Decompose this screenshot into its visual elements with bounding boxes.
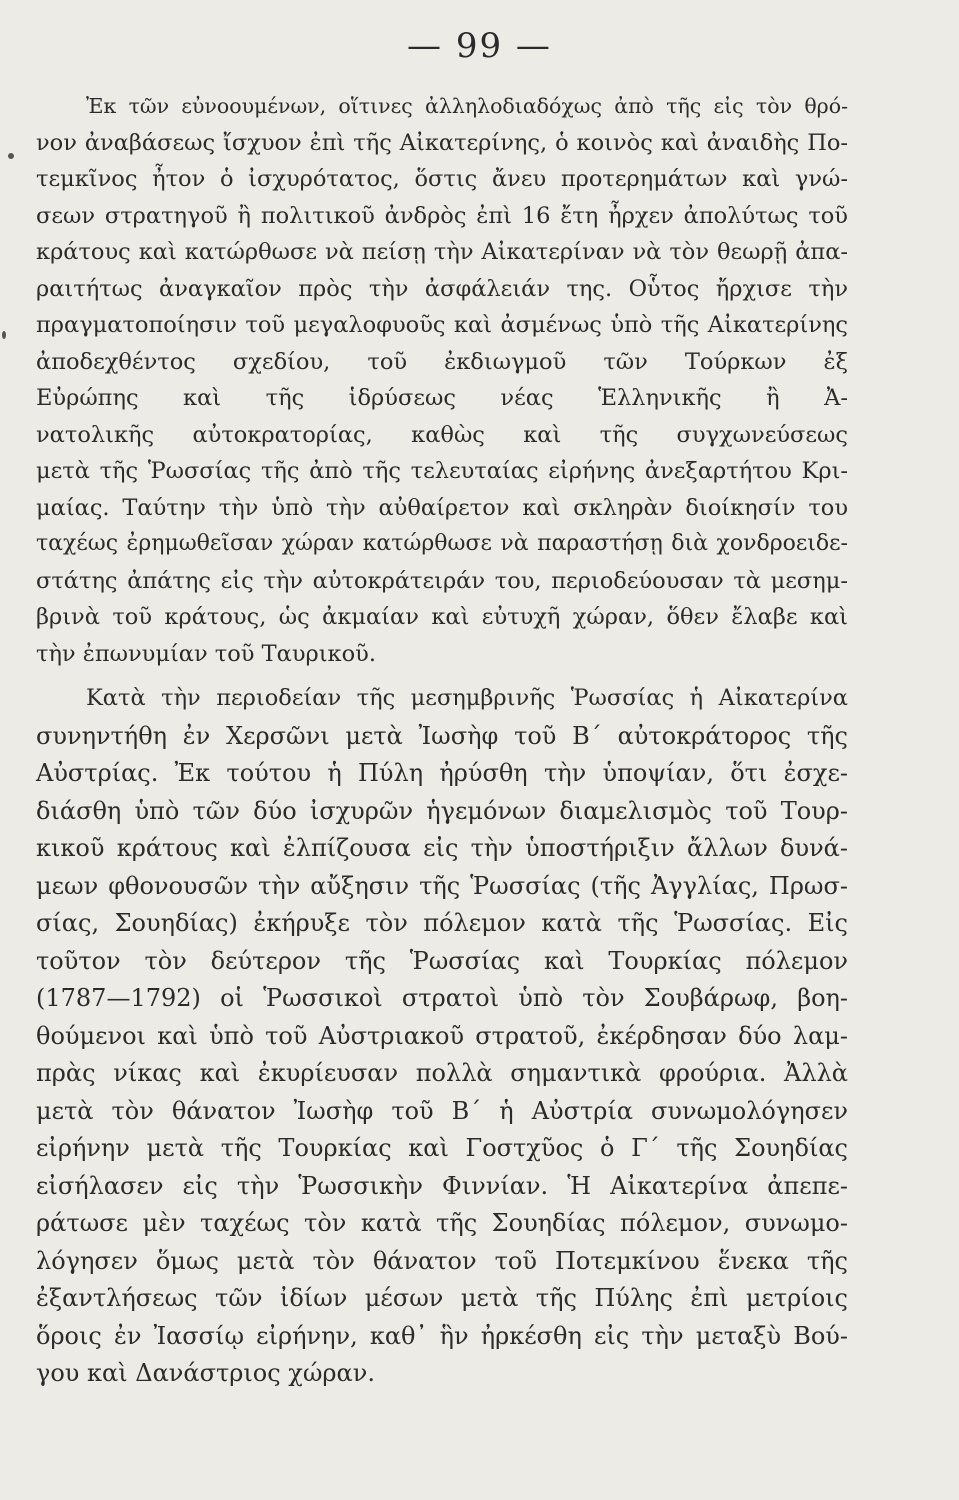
text-line: ραιτήτως ἀναγκαῖον πρὸς τὴν ἀσφάλειάν της. Οὗτος ἤρχισε τὴν	[36, 275, 848, 302]
text-line: μαίας. Ταύτην τὴν ὑπὸ τὴν αὐθαίρετον καὶ σκληρὰν διοίκησίν του	[36, 494, 848, 521]
text-line: μεων φθονουσῶν τὴν αὔξησιν τῆς Ῥωσσίας (τῆς Ἀγγλίας, Πρωσ-	[36, 871, 848, 900]
text-line: θούμενοι καὶ ὑπὸ τοῦ Αὐστριακοῦ στρατοῦ, ἐκέρδησαν δύο λαμ-	[36, 1021, 848, 1050]
text-line: εἰρήνην μετὰ τῆς Τουρκίας καὶ Γοστχῦος ὁ Γ΄ τῆς Σουηδίας	[36, 1134, 848, 1162]
text-line: Αὐστρίας. Ἐκ τούτου ἡ Πύλη ἠρύσθη τὴν ὑποψίαν, ὅτι ἐσχε-	[36, 759, 848, 787]
text-line: ἐξαντλήσεως τῶν ἰδίων μέσων μετὰ τῆς Πύλης ἐπὶ μετρίοις	[36, 1284, 848, 1312]
text-line: ἀποδεχθέντος σχεδίου, τοῦ ἐκδιωγμοῦ τῶν Τούρκων ἐξ	[36, 348, 848, 375]
margin-mark	[8, 153, 14, 159]
text-line: Κατὰ τὴν περιοδείαν τῆς μεσημβρινῆς Ῥωσσίας ἡ Αἰκατερίνα	[86, 685, 848, 711]
text-line: εἰσήλασεν εἰς τὴν Ῥωσσικὴν Φιννίαν. Ἡ Αἰκατερίνα ἀπεπε-	[36, 1171, 848, 1200]
paragraph-1	[36, 88, 848, 672]
text-line: γου καὶ Δανάστριος χώραν.	[36, 1359, 375, 1387]
text-line: πραγματοποίησιν τοῦ μεγαλοφυοῦς καὶ ἀσμένως ὑπὸ τῆς Αἰκατερίνης	[36, 312, 848, 338]
text-line: νον ἀναβάσεως ἴσχυον ἐπὶ τῆς Αἰκατερίνης, ὁ κοινὸς καὶ ἀναιδὴς Πο-	[36, 129, 848, 156]
text-line: τεμκῖνος ἦτον ὁ ἰσχυρότατος, ὅστις ἄνευ προτερημάτων καὶ γνώ-	[36, 166, 848, 192]
text-line: ὅροις ἐν Ἰασσίῳ εἰρήνην, καθ᾽ ἣν ἠρκέσθη εἰς τὴν μεταξὺ Βού-	[36, 1321, 848, 1350]
paragraph-2	[36, 680, 848, 1393]
text-line: μετὰ τῆς Ῥωσσίας τῆς ἀπὸ τῆς τελευταίας εἰρήνης ἀνεξαρτήτου Κρι-	[36, 458, 848, 484]
text-line: βρινὰ τοῦ κράτους, ὡς ἀκμαίαν καὶ εὐτυχῆ χώραν, ὅθεν ἔλαβε καὶ	[36, 604, 848, 630]
text-line: τὴν ἐπωνυμίαν τοῦ Ταυρικοῦ.	[36, 640, 376, 667]
text-line: ράτωσε μὲν ταχέως τὸν κατὰ τῆς Σουηδίας πόλεμον, συνωμο-	[36, 1209, 848, 1237]
text-line: μετὰ τὸν θάνατον Ἰωσὴφ τοῦ Β΄ ἡ Αὐστρία συνωμολόγησεν	[36, 1096, 848, 1125]
text-line: διάσθη ὑπὸ τῶν δύο ἰσχυρῶν ἡγεμόνων διαμελισμὸς τοῦ Τουρ-	[36, 796, 848, 825]
text-line: στάτης ἀπάτης εἰς τὴν αὐτοκράτειράν του, περιοδεύουσαν τὰ μεσημ-	[36, 567, 848, 594]
text-line: (1787—1792) οἱ Ῥωσσικοὶ στρατοὶ ὑπὸ τὸν Σουβάρωφ, βοη-	[36, 984, 848, 1012]
text-line: συνηντήθη ἐν Χερσῶνι μετὰ Ἰωσὴφ τοῦ Β΄ αὐτοκράτορος τῆς	[36, 721, 848, 750]
text-line: σεων στρατηγοῦ ἢ πολιτικοῦ ἀνδρὸς ἐπὶ 16 ἔτη ἦρχεν ἀπολύτως τοῦ	[36, 202, 848, 229]
text-line: λόγησεν ὅμως μετὰ τὸν θάνατον τοῦ Ποτεμκίνου ἕνεκα τῆς	[36, 1246, 848, 1275]
text-line: ταχέως ἐρημωθεῖσαν χώραν κατώρθωσε νὰ παραστήσῃ διὰ χονδροειδε-	[36, 531, 848, 556]
text-line: κικοῦ κράτους καὶ ἐλπίζουσα εἰς τὴν ὑποστήριξιν ἄλλων δυνά-	[36, 834, 848, 862]
text-line: νατολικῆς αὐτοκρατορίας, καθὼς καὶ τῆς συγχωνεύσεως	[36, 421, 848, 448]
page-number: — 99 —	[407, 26, 552, 66]
text-line: κράτους καὶ κατώρθωσε νὰ πείσῃ τὴν Αἰκατερίναν νὰ τὸν θεωρῇ ἀπα-	[36, 239, 848, 265]
text-line: τοῦτον τὸν δεύτερον τῆς Ῥωσσίας καὶ Τουρκίας πόλεμον	[36, 946, 848, 975]
text-line: πρὰς νίκας καὶ ἐκυρίευσαν πολλὰ σημαντικὰ φρούρια. Ἀλλὰ	[36, 1059, 848, 1087]
margin-mark	[2, 331, 6, 339]
text-line: σίας, Σουηδίας) ἐκήρυξε τὸν πόλεμον κατὰ τῆς Ῥωσσίας. Εἰς	[36, 909, 848, 937]
text-line: Ἐκ τῶν εὐνοουμένων, οἵτινες ἀλληλοδιαδόχως ἀπὸ τῆς εἰς τὸν θρό-	[86, 94, 848, 118]
text-line: Εὐρώπης καὶ τῆς ἱδρύσεως νέας Ἑλληνικῆς ἢ Ἀ-	[36, 385, 848, 411]
body-text	[36, 88, 848, 1393]
